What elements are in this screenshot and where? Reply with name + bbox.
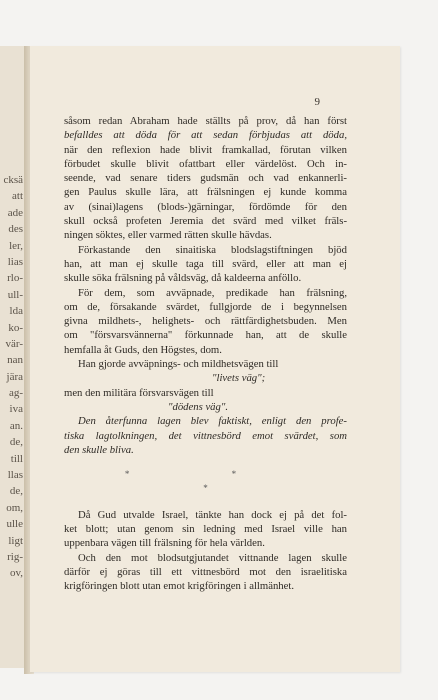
fragment: nan (7, 354, 23, 367)
section-divider-star: * (203, 483, 208, 494)
fragment: lda (9, 305, 23, 318)
text-line: krigföringen blott utan emot krigföringen i allmänhet. (64, 580, 295, 593)
fragment: till (10, 452, 23, 465)
text-line: skull också profeten Jeremia det svärd med vilket fräls- (64, 215, 347, 228)
text-line: den skulle bliva. (64, 443, 134, 456)
fragment: ligt (8, 534, 23, 547)
text-line: om "försvarsvännerna" förkunnade han, att de skulle (64, 329, 347, 342)
text-line: "dödens väg". (168, 400, 229, 413)
page-text (64, 114, 347, 594)
text-line: förbudet skulle blivit ofattbart eller värdelöst. Och in- (64, 157, 347, 170)
text-line: tiska lagtolkningen, det vittnesbörd emot svärdet, som (64, 429, 347, 442)
text-line: därför ej göras till ett vittnesbörd mot den israelitiska (64, 565, 347, 578)
fragment: ler, (9, 239, 23, 252)
text-line: men den militära försvarsvägen till (64, 386, 214, 399)
fragment: de, (9, 436, 23, 449)
fragment: de, (9, 485, 23, 498)
text-line: gen Paulus skulle lära, att frälsningen ej kunde komma (64, 186, 347, 199)
text-line: befalldes att döda för att sedan förbjudas att döda, (64, 129, 347, 142)
fragment: ade (7, 206, 23, 219)
fragment: rlo- (7, 272, 23, 285)
text-line: uppenbara vägen till frälsning för hela världen. (64, 537, 265, 550)
fragment: an. (9, 419, 23, 432)
text-line: ningen söktes, eller varmed rätten skulle hävdas. (64, 229, 272, 242)
fragment: ag- (8, 387, 23, 400)
text-line: Han gjorde avväpnings- och mildhetsvägen till (78, 358, 279, 371)
text-line: när den reflexion hade blivit framkallad, förutan vilken (64, 143, 347, 156)
text-line: Förkastande den sinaitiska blodslagstiftningen bjöd (78, 243, 347, 256)
text-line: såsom redan Abraham hade ställts på prov, då han först (64, 115, 347, 127)
text-line: han, att man ej skulle taga till svärd, eller att man ej (64, 257, 347, 270)
fragment: att (12, 190, 23, 203)
fragment: iva (9, 403, 23, 416)
fragment: cksä (3, 174, 23, 186)
section-divider-stars: * * (124, 469, 287, 480)
text-line: om de, försakande svärdet, fullgjorde de i begynnelsen (64, 300, 347, 313)
book-page (30, 46, 400, 672)
page-number: 9 (314, 96, 320, 108)
text-line: Och den mot blodsutgjutandet vittnande lagen skulle (78, 551, 347, 564)
previous-page-fragments (0, 172, 26, 582)
fragment: rig- (7, 550, 23, 563)
fragment: des (8, 223, 23, 236)
text-line: Då Gud utvalde Israel, tänkte han dock ej på det fol- (78, 508, 347, 521)
fragment: jära (6, 370, 23, 383)
text-line: hemfalla åt Guds, den Högstes, dom. (64, 343, 222, 356)
previous-page-edge (0, 46, 27, 668)
fragment: lias (7, 255, 23, 268)
fragment: ulle (6, 518, 23, 531)
text-line: seende, vad senare tiders gudsmän och vad enkannerli- (64, 172, 347, 185)
text-line: Den återfunna lagen blev faktiskt, enligt den profe- (78, 415, 347, 428)
fragment: llas (7, 469, 23, 482)
fragment: vär- (5, 337, 23, 350)
text-line: givna mildhets-, helighets- och rättfärdighetsbuden. Men (64, 315, 347, 328)
fragment: ov, (9, 567, 23, 580)
fragment: om, (6, 501, 23, 514)
text-line: skulle söka frälsning på våldsväg, då kaldeerna anföllo. (64, 272, 302, 285)
text-line: "livets väg"; (212, 372, 266, 385)
text-line: ket blott; utan genom sin ledning med Israel ville han (64, 523, 347, 536)
text-line: av (sinai)lagens (blods-)gärningar, fördömde för den (64, 200, 347, 213)
fragment: ko- (8, 321, 23, 334)
fragment: ull- (7, 288, 23, 301)
text-line: För dem, som avväpnade, predikade han frälsning, (78, 286, 347, 299)
